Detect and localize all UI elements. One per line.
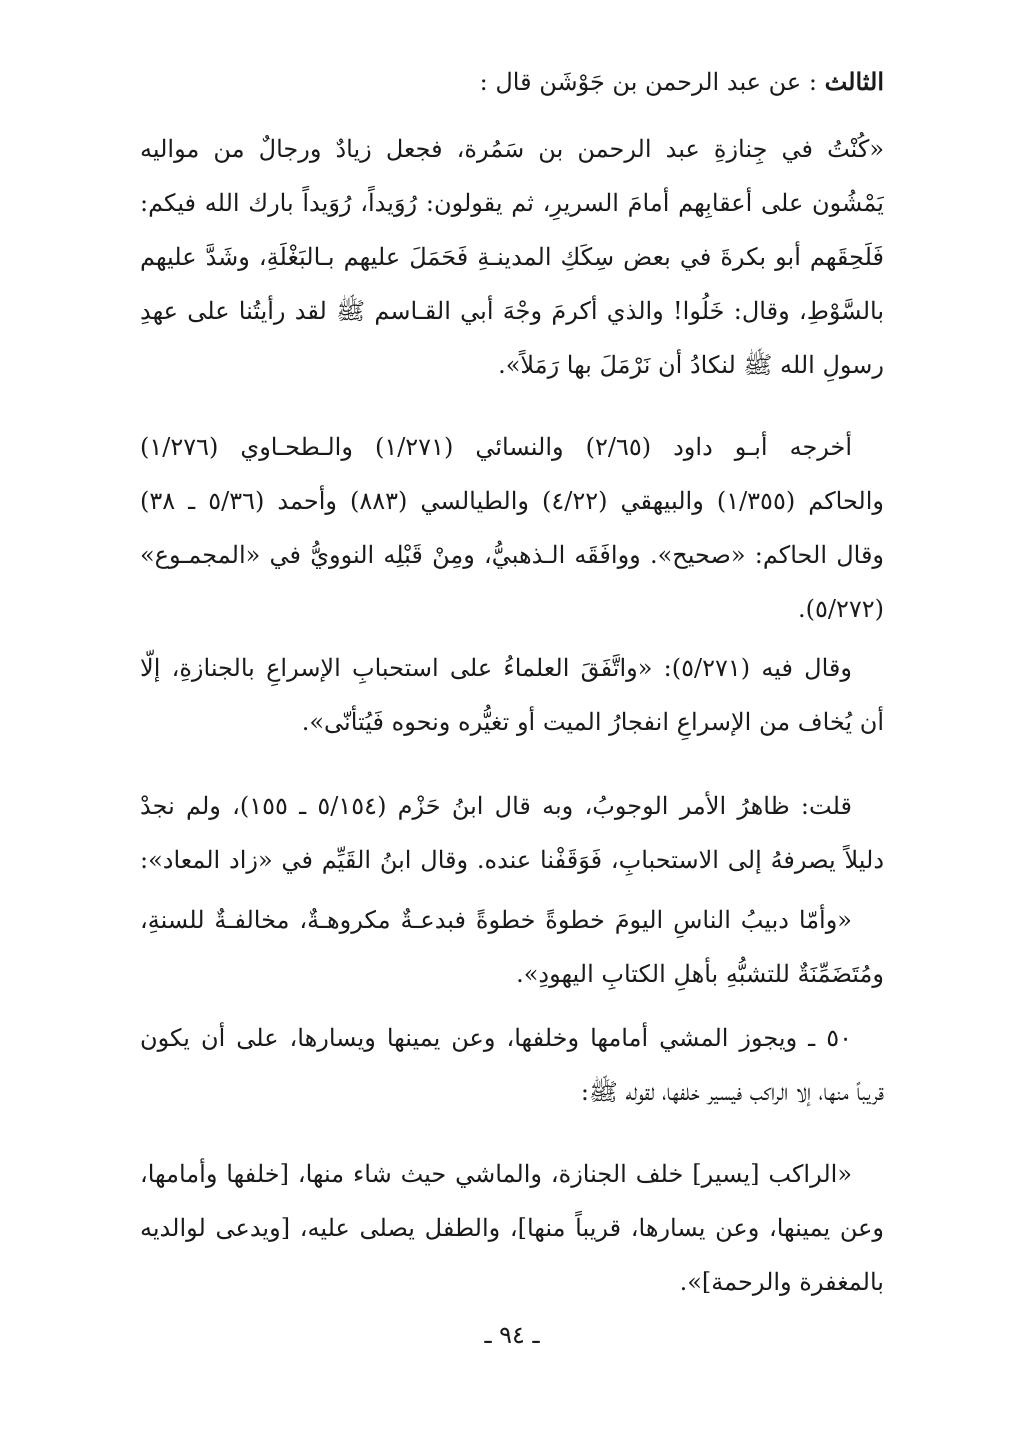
hadith-line: رسولِ الله ﷺ لنكادُ أن نَرْمَلَ بها رَمَلاً». (498, 351, 884, 379)
heading-bold-word: الثالث (824, 67, 884, 96)
takhrij-line: أخرجه أبـو داود (٢/٦٥) والنسائي (١/٢٧١) والـطحـاوي (١/٢٧٦) (140, 433, 852, 461)
author-note-line: قلت: ظاهرُ الأمر الوجوبُ، وبه قال ابنُ حَزْم (٥/١٥٤ ـ ١٥٥)، ولم نجدْ (140, 792, 852, 820)
page-number: ـ ٩٤ ـ (484, 1321, 540, 1349)
section-50-line: قريباً منها، إلا الراكب فيسير خلفها، لقوله ﷺ: (580, 1078, 884, 1106)
takhrij-line: والحاكم (١/٣٥٥) والبيهقي (٤/٢٢) والطيالسي (٨٨٣) وأحمد (٥/٣٦ ـ ٣٨) (140, 487, 884, 515)
hadith-line: فَلَحِقَهم أبو بكرةَ في بعض سِكَكِ المدينـةِ فَحَمَلَ عليهم بـالبَغْلَةِ، وشَدَّ عليهم (140, 243, 884, 271)
quote-line: ومُتَضَمِّنَةٌ للتشبُّهِ بأهلِ الكتابِ اليهودِ». (516, 960, 884, 988)
final-hadith-line: «الراكب [يسير] خلف الجنازة، والماشي حيث شاء منها، [خلفها وأمامها، (140, 1160, 852, 1188)
nawawi-line: وقال فيه (٥/٢٧١): «واتَّفَقَ العلماءُ على استحبابِ الإسراعِ بالجنازةِ، إلّا (140, 654, 852, 682)
takhrij-line: (٥/٢٧٢). (797, 595, 884, 623)
quote-line: «وأمّا دبيبُ الناسِ اليومَ خطوةً خطوةً فبدعـةٌ مكروهـةٌ، مخالفـةٌ للسنةِ، (140, 906, 852, 934)
takhrij-line: وقال الحاكم: «صحيح». ووافَقَه الـذهبيُّ، ومِنْ قَبْلِه النوويُّ في «المجمـوع» (140, 541, 884, 569)
final-hadith-line: بالمغفرة والرحمة]». (679, 1268, 884, 1296)
author-note-line: دليلاً يصرفهُ إلى الاستحبابِ، فَوَقَفْنا عنده. وقال ابنُ القَيِّم في «زاد المعاد»: (140, 846, 884, 874)
heading-line (140, 62, 884, 102)
hadith-line: «كُنْتُ في جِنازةِ عبد الرحمن بن سَمُرة، فجعل زيادٌ ورجالٌ من مواليه (140, 135, 884, 163)
hadith-line: بالسَّوْطِ، وقال: خَلُوا! والذي أكرمَ وجْهَ أبي القـاسم ﷺ لقد رأيتُنا على عهدِ (140, 297, 884, 325)
heading-rest: : عن عبد الرحمن بن جَوْشَن قال : (479, 68, 825, 96)
nawawi-line: أن يُخاف من الإسراعِ انفجارُ الميت أو تغيُّره ونحوه فَيُتأنّى». (301, 708, 884, 736)
final-hadith-line: وعن يمينها، وعن يسارها، قريباً منها]، والطفل يصلى عليه، [ويدعى لوالديه (140, 1214, 884, 1242)
section-50-line: ٥٠ ـ ويجوز المشي أمامها وخلفها، وعن يمينها ويسارها، على أن يكون (140, 1024, 852, 1052)
hadith-line: يَمْشُون على أعقابِهم أمامَ السريرِ، ثم يقولون: رُوَيداً، رُوَيداً بارك الله فيكم: (140, 189, 884, 217)
